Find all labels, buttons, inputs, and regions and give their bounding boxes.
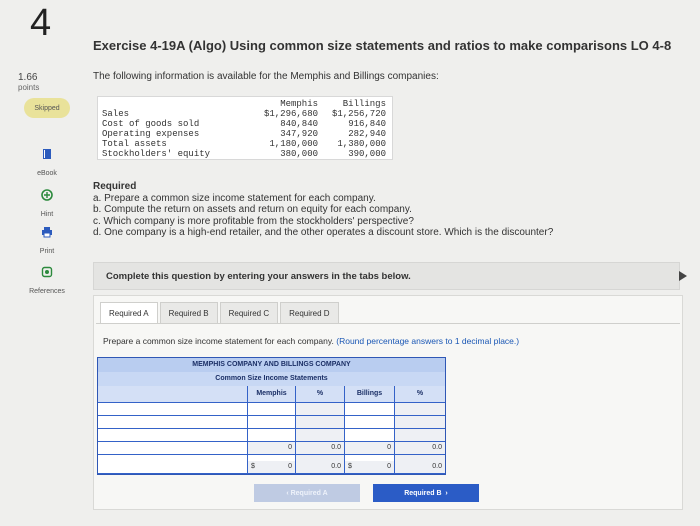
memphis-pct-cell bbox=[296, 416, 344, 428]
billings-pct-cell bbox=[395, 416, 445, 428]
required-item: c. Which company is more profitable from the stockholders' perspective? bbox=[93, 215, 414, 227]
data-header-billings: Billings bbox=[342, 99, 386, 109]
memphis-total-currency: $ bbox=[251, 463, 255, 470]
column-header-label bbox=[98, 386, 247, 402]
tab-divider bbox=[96, 323, 680, 324]
references-icon bbox=[41, 266, 53, 278]
rounding-note: (Round percentage answers to 1 decimal place.) bbox=[336, 336, 520, 346]
line-item-input[interactable] bbox=[98, 403, 247, 415]
answer-prompt bbox=[103, 336, 519, 346]
required-item: a. Prepare a common size income statement for each company. bbox=[93, 192, 376, 204]
billings-subtotal-pct: 0.0 bbox=[395, 442, 445, 454]
next-required-button[interactable] bbox=[373, 484, 479, 502]
data-value: 1,380,000 bbox=[337, 139, 386, 149]
data-label: Stockholders' equity bbox=[102, 149, 211, 159]
print-icon bbox=[41, 226, 53, 238]
tab-required-c[interactable]: Required C bbox=[220, 302, 278, 324]
column-header-billings: Billings bbox=[345, 386, 394, 402]
column-header-memphis: Memphis bbox=[248, 386, 295, 402]
tab-required-d[interactable]: Required D bbox=[280, 302, 338, 324]
statement-title: MEMPHIS COMPANY AND BILLINGS COMPANY bbox=[98, 358, 445, 372]
chevron-left-icon: ‹ bbox=[286, 489, 291, 497]
chevron-right-icon: › bbox=[441, 489, 448, 497]
data-value: $1,256,720 bbox=[331, 109, 386, 119]
data-label: Cost of goods sold bbox=[102, 119, 200, 129]
ebook-label: eBook bbox=[37, 170, 57, 177]
hint-label: Hint bbox=[40, 211, 54, 218]
billings-total bbox=[345, 461, 394, 473]
prev-button-label: Required A bbox=[290, 489, 328, 497]
required-list bbox=[93, 181, 553, 239]
data-value: $1,296,680 bbox=[263, 109, 318, 119]
ebook-button[interactable] bbox=[22, 148, 72, 180]
required-tabs bbox=[100, 302, 341, 324]
prev-required-button[interactable] bbox=[254, 484, 360, 502]
tab-required-b[interactable]: Required B bbox=[160, 302, 218, 324]
billings-total-value: 0 bbox=[387, 463, 391, 470]
given-data-table bbox=[97, 96, 393, 160]
references-label: References bbox=[29, 288, 65, 295]
billings-total-currency: $ bbox=[348, 463, 352, 470]
tab-required-a[interactable]: Required A bbox=[100, 302, 158, 324]
required-item: d. One company is a high-end retailer, and the other operates a discount store. Which is the discounter? bbox=[93, 227, 554, 238]
data-header-memphis: Memphis bbox=[280, 99, 318, 109]
required-item: b. Compute the return on assets and return on equity for each company. bbox=[93, 204, 412, 215]
memphis-total bbox=[248, 461, 295, 473]
book-icon bbox=[41, 148, 53, 160]
billings-subtotal: 0 bbox=[345, 442, 394, 454]
memphis-pct-cell bbox=[296, 403, 344, 415]
memphis-subtotal: 0 bbox=[248, 442, 295, 454]
points-label: points bbox=[18, 83, 40, 92]
billings-amount-input[interactable] bbox=[345, 429, 394, 441]
data-value: 916,840 bbox=[348, 119, 386, 129]
column-header-memphis-pct: % bbox=[296, 386, 344, 402]
memphis-amount-input[interactable] bbox=[248, 429, 295, 441]
prompt-text: Prepare a common size income statement for each company. bbox=[103, 336, 334, 346]
data-value: 282,940 bbox=[348, 129, 386, 139]
line-item-input[interactable] bbox=[98, 461, 247, 473]
required-title: Required bbox=[93, 181, 137, 192]
memphis-total-pct: 0.0 bbox=[296, 461, 344, 473]
question-rail bbox=[0, 0, 82, 526]
data-label: Sales bbox=[102, 109, 130, 119]
data-value: 1,180,000 bbox=[269, 139, 318, 149]
data-billings-column bbox=[320, 99, 386, 159]
statement-subtitle: Common Size Income Statements bbox=[98, 372, 445, 386]
memphis-pct-cell bbox=[296, 429, 344, 441]
points-value: 1.66 bbox=[18, 72, 38, 83]
hint-button[interactable] bbox=[22, 189, 72, 221]
data-memphis-column bbox=[248, 99, 318, 159]
data-labels bbox=[102, 99, 210, 159]
line-item-input[interactable] bbox=[98, 416, 247, 428]
hint-icon bbox=[41, 189, 53, 201]
billings-total-pct: 0.0 bbox=[395, 461, 445, 473]
billings-amount-input[interactable] bbox=[345, 416, 394, 428]
next-button-label: Required B bbox=[404, 489, 442, 497]
memphis-amount-input[interactable] bbox=[248, 416, 295, 428]
data-value: 380,000 bbox=[280, 149, 318, 159]
data-value: 840,840 bbox=[280, 119, 318, 129]
billings-pct-cell bbox=[395, 403, 445, 415]
exercise-intro: The following information is available for the Memphis and Billings companies: bbox=[93, 71, 439, 82]
data-label: Total assets bbox=[102, 139, 167, 149]
billings-pct-cell bbox=[395, 429, 445, 441]
print-label: Print bbox=[39, 248, 55, 255]
exercise-title: Exercise 4-19A (Algo) Using common size statements and ratios to make comparisons LO 4-8 bbox=[93, 38, 672, 53]
memphis-amount-input[interactable] bbox=[248, 403, 295, 415]
line-item-input[interactable] bbox=[98, 429, 247, 441]
data-value: 347,920 bbox=[280, 129, 318, 139]
income-statement-table bbox=[97, 357, 446, 475]
references-button[interactable] bbox=[22, 266, 72, 298]
line-item-input[interactable] bbox=[98, 442, 247, 454]
column-header-billings-pct: % bbox=[395, 386, 445, 402]
data-value: 390,000 bbox=[348, 149, 386, 159]
billings-amount-input[interactable] bbox=[345, 403, 394, 415]
mouse-cursor-icon bbox=[679, 271, 687, 281]
status-badge: Skipped bbox=[24, 98, 70, 118]
instruction-bar: Complete this question by entering your answers in the tabs below. bbox=[93, 262, 680, 290]
data-label: Operating expenses bbox=[102, 129, 200, 139]
print-button[interactable] bbox=[22, 226, 72, 258]
memphis-subtotal-pct: 0.0 bbox=[296, 442, 344, 454]
question-number: 4 bbox=[30, 2, 52, 44]
memphis-total-value: 0 bbox=[288, 463, 292, 470]
